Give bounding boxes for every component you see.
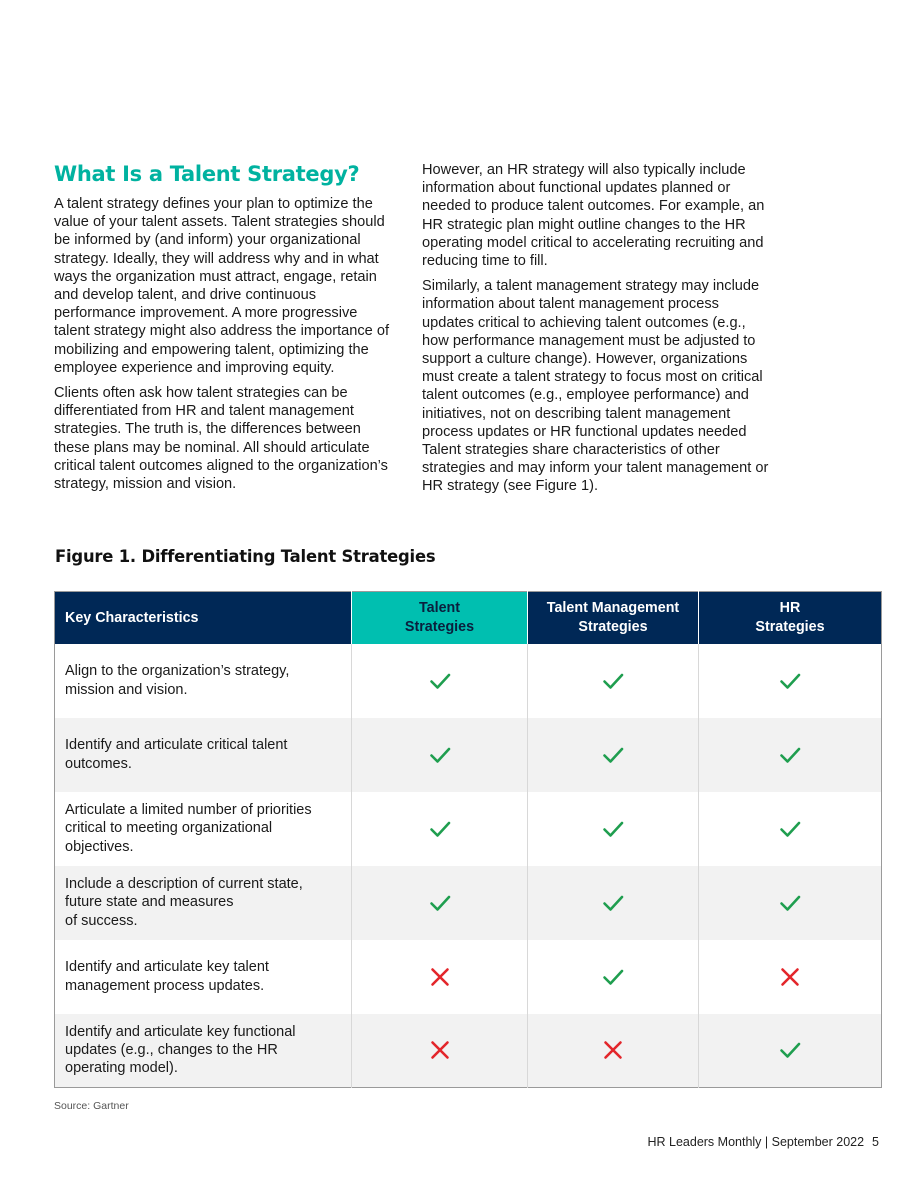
check-icon (778, 891, 802, 915)
mark-cell (528, 866, 699, 940)
header-line: Strategies (755, 618, 825, 635)
figure-title: Figure 1. Differentiating Talent Strategies (55, 547, 436, 566)
check-icon (428, 743, 452, 767)
page-number: 5 (872, 1135, 879, 1149)
paragraph: However, an HR strategy will also typically include information about functional updates planned or needed to produce talent outcomes. For example, an HR strategic plan might outline changes to the HR operating model critical to accelerating recruiting and reducing time to fill. (422, 162, 765, 270)
characteristic-line: Articulate a limited number of priorities (65, 802, 312, 819)
check-icon (601, 743, 625, 767)
mark-cell (699, 866, 882, 940)
paragraph: Similarly, a talent management strategy may include information about talent management process updates critical to achieving talent outcomes (e.g., how performance management must be adjusted to support a culture change). However, organizations must create a talent strategy to focus most on critical talent outcomes (e.g., employee performance) and initiatives, not on describing talent management process updates or HR functional updates needed Talent strategies share characteristics of other strategies and may inform your talent management or HR strategy (see Figure 1). (422, 278, 769, 495)
check-icon (778, 669, 802, 693)
characteristic-line: updates (e.g., changes to the HR (65, 1042, 278, 1059)
cross-icon (428, 965, 452, 989)
paragraph: A talent strategy defines your plan to optimize the value of your talent assets. Talent strategies should be informed by (and inform) your organizational strategy. Ideally, they will address why and in what ways the organization must attract, engage, retain and develop talent, and drive continuous performance improvement. A more progressive talent strategy might also address the importance of mobilizing and empowering talent, optimizing the employee experience and improving equity. (54, 196, 390, 376)
mark-cell (352, 1014, 528, 1088)
characteristic-line: outcomes. (65, 755, 132, 772)
characteristic-cell (55, 792, 352, 866)
footer-publication: HR Leaders Monthly | September 2022 (647, 1135, 865, 1149)
characteristic-cell (55, 718, 352, 792)
cross-icon (778, 965, 802, 989)
cross-icon (428, 1038, 452, 1062)
header-hr-strategies (699, 592, 882, 644)
table-row (55, 1014, 882, 1088)
header-line: HR (779, 600, 801, 617)
header-key-characteristics: Key Characteristics (55, 592, 352, 644)
check-icon (601, 965, 625, 989)
source-note: Source: Gartner (54, 1100, 129, 1112)
header-line: Strategies (578, 618, 648, 635)
table-row (55, 644, 882, 718)
comparison-table (54, 591, 882, 1088)
section-heading: What Is a Talent Strategy? (54, 162, 360, 186)
mark-cell (528, 718, 699, 792)
characteristic-line: Include a description of current state, (65, 876, 303, 893)
mark-cell (528, 940, 699, 1014)
characteristic-line: Align to the organization’s strategy, (65, 663, 290, 680)
page-footer (647, 1135, 879, 1149)
mark-cell (352, 792, 528, 866)
check-icon (601, 669, 625, 693)
characteristic-line: management process updates. (65, 977, 265, 994)
left-column (54, 161, 392, 500)
check-icon (778, 1038, 802, 1062)
mark-cell (699, 1014, 882, 1088)
table-row (55, 866, 882, 940)
header-line: Talent Management (546, 600, 680, 617)
check-icon (778, 817, 802, 841)
check-icon (428, 817, 452, 841)
mark-cell (699, 644, 882, 718)
characteristic-line: critical to meeting organizational (65, 820, 273, 837)
mark-cell (352, 718, 528, 792)
mark-cell (352, 940, 528, 1014)
check-icon (428, 669, 452, 693)
characteristic-line: Identify and articulate key functional (65, 1023, 296, 1040)
check-icon (778, 743, 802, 767)
characteristic-cell (55, 866, 352, 940)
characteristic-line: Identify and articulate critical talent (65, 737, 288, 754)
characteristic-cell (55, 940, 352, 1014)
paragraph: Clients often ask how talent strategies can be differentiated from HR and talent management strategies. The truth is, the differences between these plans may be nominal. All should articulate critical talent outcomes aligned to the organization’s strategy, mission and vision. (54, 385, 388, 493)
mark-cell (352, 644, 528, 718)
table-row (55, 940, 882, 1014)
right-column (422, 161, 774, 503)
check-icon (601, 817, 625, 841)
header-talent-management-strategies (528, 592, 699, 644)
table-header-row (55, 592, 882, 644)
mark-cell (528, 644, 699, 718)
table-row (55, 792, 882, 866)
characteristic-cell (55, 1014, 352, 1088)
characteristic-line: mission and vision. (65, 681, 188, 698)
header-line: Strategies (404, 618, 475, 635)
characteristic-line: future state and measures (65, 894, 234, 911)
mark-cell (699, 718, 882, 792)
table-body (55, 644, 882, 1088)
mark-cell (528, 1014, 699, 1088)
characteristic-line: of success. (65, 912, 138, 929)
header-line: Talent (418, 600, 461, 617)
mark-cell (699, 792, 882, 866)
check-icon (601, 891, 625, 915)
mark-cell (699, 940, 882, 1014)
characteristic-line: objectives. (65, 838, 134, 855)
mark-cell (352, 866, 528, 940)
mark-cell (528, 792, 699, 866)
cross-icon (601, 1038, 625, 1062)
header-talent-strategies (352, 592, 528, 644)
table-row (55, 718, 882, 792)
check-icon (428, 891, 452, 915)
characteristic-line: operating model). (65, 1060, 178, 1077)
characteristic-cell (55, 644, 352, 718)
characteristic-line: Identify and articulate key talent (65, 959, 269, 976)
